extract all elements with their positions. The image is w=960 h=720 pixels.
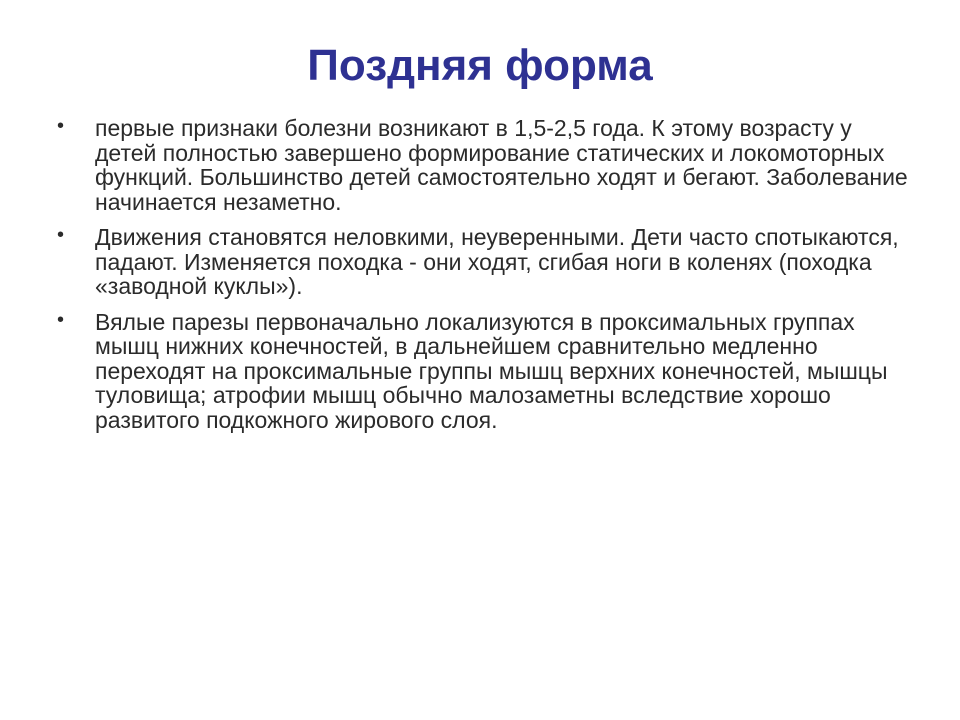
bullet-dot-icon: • bbox=[57, 224, 65, 246]
bullet-text-paresis: Вялые парезы первоначально локализуются в проксимальных группах мышц нижних конечностей, в дальнейшем сравнительно медленно переходят на проксимальные группы мышц верхних конечностей, мышцы туловища; атрофии мышц обычно малозаметны вследствие хорошо развитого подкожного жирового слоя. bbox=[95, 308, 888, 433]
bullet-item-movements bbox=[55, 225, 915, 299]
bullet-dot-icon: • bbox=[57, 308, 65, 331]
bullet-text-onset: первые признаки болезни возникают в 1,5-2,5 года. К этому возрасту у детей полностью завершено формирование статических и локомоторных функций. Большинство детей самостоятельно ходят и бегают. Заболевание начинается незаметно. bbox=[95, 115, 908, 215]
bullet-list bbox=[55, 116, 915, 443]
slide-title: Поздняя форма bbox=[307, 41, 653, 90]
bullet-dot-icon: • bbox=[57, 115, 65, 137]
bullet-item-paresis bbox=[55, 310, 915, 433]
bullet-text-movements: Движения становятся неловкими, неуверенными. Дети часто спотыкаются, падают. Изменяется походка - они ходят, сгибая ноги в коленях (походка «заводной куклы»). bbox=[95, 224, 899, 299]
bullet-item-onset bbox=[55, 116, 915, 214]
